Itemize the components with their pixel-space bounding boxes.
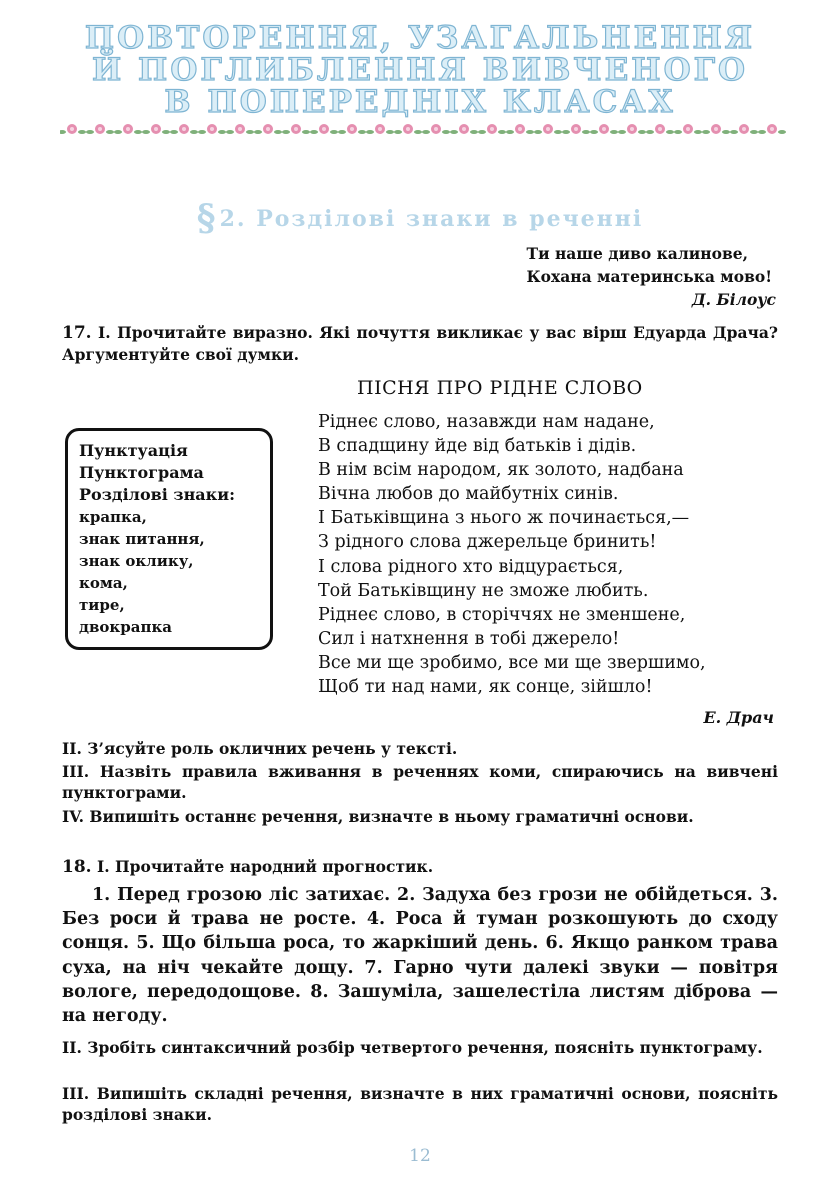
poem-line: Сил і натхнення в тобі джерело! — [318, 628, 620, 649]
flower-icon — [310, 124, 338, 134]
poem-title: ПІСНЯ ПРО РІДНЕ СЛОВО — [357, 377, 643, 399]
flower-icon — [394, 124, 422, 134]
poem-line: Все ми ще зробимо, все ми ще звершимо, — [318, 652, 706, 673]
poem-line: Щоб ти над нами, як сонце, зійшло! — [318, 677, 653, 698]
term-item: тире, — [79, 596, 125, 614]
flower-icon — [562, 124, 590, 134]
epigraph-line: Ти наше диво калинове, — [526, 244, 748, 263]
flower-icon — [254, 124, 282, 134]
flower-icon — [618, 124, 646, 134]
term-item: двокрапка — [79, 618, 172, 636]
folk-prognostic-text: 1. Перед грозою ліс затихає. 2. Задуха без грози не обійдеться. 3. Без роси й трава не росте. 4. Роса й туман розкошують до сходу сонця. 5. Що більша роса, то жаркіший день. 6. Якщо ранком трава суха, на ніч чекайте дощу. 7. Гарно чути далекі звуки — повітря вологе, передодощове. 8. Зашуміла, зашелестіла листям діброва — на негоду. — [62, 885, 778, 1027]
flower-icon — [534, 124, 562, 134]
poem-line: І слова рідного хто відцурається, — [318, 556, 624, 577]
term-item: знак питання, — [79, 530, 205, 548]
flower-icon — [226, 124, 254, 134]
exercise-18-task-2: ІІ. Зробіть синтаксичний розбір четвертого речення, поясніть пунктограму. — [62, 1038, 763, 1057]
task-text: І. Прочитайте народний прогностик. — [96, 857, 434, 876]
flower-icon — [590, 124, 618, 134]
poem-line: Той Батьківщину не зможе любить. — [318, 580, 649, 601]
term-item: знак оклику, — [79, 552, 194, 570]
flower-icon — [170, 124, 198, 134]
flower-icon — [702, 124, 730, 134]
poem-body — [318, 410, 706, 699]
poem-line: І Батьківщина з нього ж починається,— — [318, 508, 690, 529]
page-number: 12 — [409, 1146, 431, 1166]
term: Розділові знаки: — [79, 485, 235, 504]
exercise-18-task-3: ІІІ. Випишіть складні речення, визначте в них граматичні основи, поясніть розділові знаки. — [62, 1084, 778, 1124]
flower-icon — [758, 124, 786, 134]
term: Пунктограма — [79, 463, 204, 482]
poem-line: Ріднеє слово, назавжди нам надане, — [318, 412, 655, 432]
poem-line: Вічна любов до майбутніх синів. — [318, 484, 619, 505]
flower-icon — [86, 124, 114, 134]
exercise-17-task-1 — [62, 322, 778, 365]
flower-icon — [142, 124, 170, 134]
term: Пунктуація — [79, 441, 188, 460]
flower-icon — [198, 124, 226, 134]
flower-icon — [422, 124, 450, 134]
term-item: крапка, — [79, 508, 147, 526]
epigraph — [527, 242, 772, 288]
flower-icon — [60, 124, 86, 134]
chapter-title — [60, 22, 780, 118]
flower-icon — [338, 124, 366, 134]
chapter-title-line-1: ПОВТОРЕННЯ, УЗАГАЛЬНЕННЯ — [84, 20, 756, 56]
poem-line: З рідного слова джерельце бринить! — [318, 532, 657, 553]
exercise-17-task-2: ІІ. З’ясуйте роль окличних речень у тексті. — [62, 739, 458, 758]
flower-icon — [506, 124, 534, 134]
exercise-17-task-3: ІІІ. Назвіть правила вживання в реченнях коми, спираючись на вивчені пунктограми. — [62, 762, 778, 802]
epigraph-line: Кохана материнська мово! — [526, 267, 772, 286]
flower-icon — [478, 124, 506, 134]
section-title-text: 2. Розділові знаки в реченні — [219, 206, 644, 232]
flower-icon — [282, 124, 310, 134]
poem-author: Е. Драч — [703, 708, 774, 727]
terms-box — [65, 428, 273, 650]
floral-ornament-divider — [60, 120, 790, 140]
epigraph-author: Д. Білоус — [691, 290, 776, 309]
section-title — [0, 197, 840, 239]
task-text: І. Прочитайте виразно. Які почуття викликає у вас вірш Едуарда Драча? Аргументуйте свої думки. — [62, 323, 778, 364]
flower-icon — [366, 124, 394, 134]
exercise-18-task-1 — [62, 856, 778, 878]
flower-icon — [114, 124, 142, 134]
exercise-number: 17. — [62, 323, 92, 343]
poem-line: Ріднеє слово, в сторіччях не зменшене, — [318, 604, 686, 625]
exercise-17-task-4: IV. Випишіть останнє речення, визначте в ньому граматичні основи. — [62, 807, 694, 826]
paragraph-icon: § — [196, 197, 218, 239]
poem-line: В нім всім народом, як золото, надбана — [318, 460, 684, 481]
term-item: кома, — [79, 574, 128, 592]
poem-line: В спадщину йде від батьків і дідів. — [318, 436, 637, 457]
flower-icon — [450, 124, 478, 134]
flower-icon — [674, 124, 702, 134]
flower-icon — [730, 124, 758, 134]
chapter-title-line-2: Й ПОГЛИБЛЕННЯ ВИВЧЕНОГО — [91, 52, 749, 88]
exercise-number: 18. — [62, 857, 92, 877]
chapter-title-line-3: В ПОПЕРЕДНІХ КЛАСАХ — [164, 84, 676, 120]
flower-icon — [646, 124, 674, 134]
